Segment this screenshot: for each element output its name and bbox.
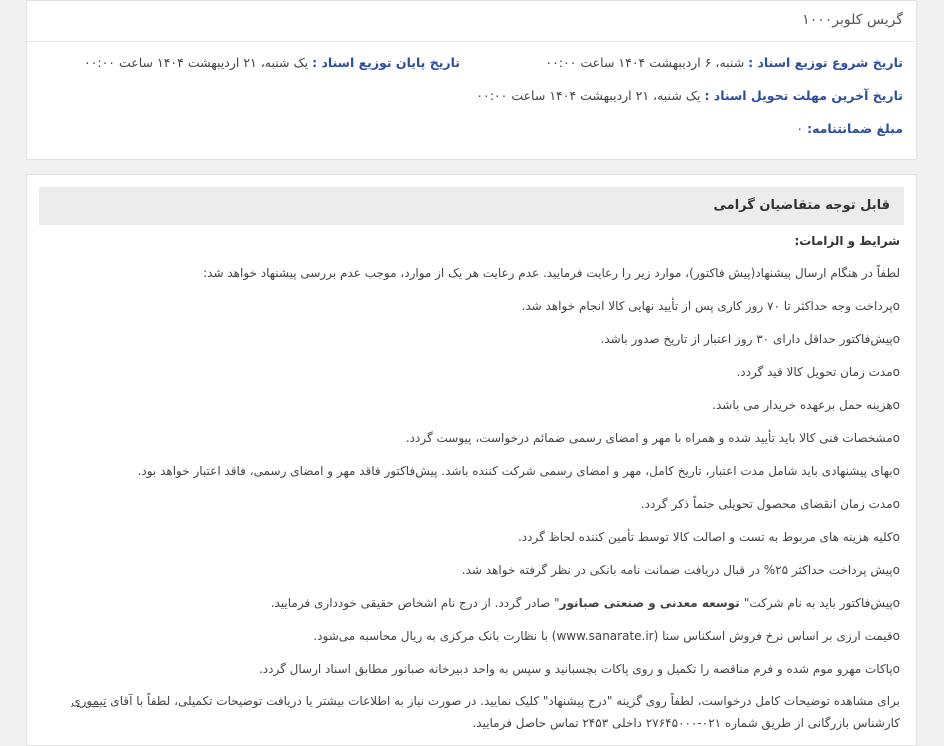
requirement-item: oهزینه حمل برعهده خریدار می باشد. (712, 398, 900, 412)
distribution-end-value: یک شنبه، ۲۱ اردیبهشت ۱۴۰۴ ساعت ۰۰:۰۰ (83, 55, 309, 70)
submission-deadline-label: تاریخ آخرین مهلت تحویل اسناد : (704, 88, 903, 103)
requirement-item: oپاکات مهرو موم شده و فرم مناقصه را تکمیل و روی پاکات بچسبانید و سپس به واحد دبیرخانه صبانور مطابق اسناد ارسال گردد. (258, 662, 900, 676)
bullet-icon: o (892, 662, 900, 676)
bullet-icon: o (892, 464, 900, 478)
company-name: توسعه معدنی و صنعتی صبانور (559, 596, 744, 610)
requirement-item: oبهای پیشنهادی باید شامل مدت اعتبار، تاریخ کامل، مهر و امضای رسمی شرکت کننده باشد. پیش‌فاکتور فاقد مهر و امضای رسمی، فاقد اعتبار خواهد بود. (137, 464, 900, 478)
requirement-item: oقیمت ارزی بر اساس نرخ فروش اسکناس سنا (www.sanarate.ir) با نظارت بانک مرکزی به ریال محاسبه می‌شود. (313, 629, 900, 643)
guarantee-value: ۰ (796, 121, 804, 136)
bullet-icon: o (892, 332, 900, 346)
guarantee-label: مبلغ ضمانتنامه: (807, 121, 903, 136)
bullet-icon: o (892, 431, 900, 445)
requirement-item: oپیش پرداخت حداکثر ۲۵% در قبال دریافت ضمانت نامه بانکی در نظر گرفته خواهد شد. (461, 563, 900, 577)
bullet-icon: o (892, 563, 900, 577)
distribution-start-label: تاریخ شروع توزیع اسناد : (748, 55, 903, 70)
requirement-item: oپیش‌فاکتور حداقل دارای ۳۰ روز اعتبار از تاریخ صدور باشد. (600, 332, 900, 346)
distribution-end-label: تاریخ پایان توزیع اسناد : (312, 55, 460, 70)
guarantee-row (796, 121, 903, 136)
requirement-item: oمدت زمان تحویل کالا قید گردد. (736, 365, 900, 379)
bullet-icon: o (892, 365, 900, 379)
notice-heading: قابل توجه متقاضیان گرامی (39, 187, 904, 225)
bullet-icon: o (892, 629, 900, 643)
bullet-icon: o (892, 530, 900, 544)
requirements-subheading: شرایط و الزامات: (794, 234, 900, 248)
tender-title: گریس کلوبر۱۰۰۰ (27, 1, 916, 42)
submission-deadline-value: یک شنبه، ۲۱ اردیبهشت ۱۴۰۴ ساعت ۰۰:۰۰ (476, 88, 701, 103)
distribution-start-row (545, 55, 903, 70)
bullet-icon: o (892, 497, 900, 511)
requirement-item: oپرداخت وجه حداکثر تا ۷۰ روز کاری پس از تأیید نهایی کالا انجام خواهد شد. (521, 299, 900, 313)
distribution-start-value: شنبه، ۶ اردیبهشت ۱۴۰۴ ساعت ۰۰:۰۰ (545, 55, 745, 70)
contact-name-link[interactable]: تیموری (71, 694, 107, 708)
contact-paragraph: برای مشاهده توضیحات کامل درخواست، لطفاً روی گزینه "درج پیشنهاد" کلیک نمایید. در صورت نیاز به اطلاعات بیشتر یا دریافت توضیحات تکمیلی، لطفاً با آقای تیموری کارشناس بازرگانی از طریق شماره ۰۲۱-۲۷۶۴۵۰۰۰ داخلی ۲۴۵۳ تماس حاصل فرمایید. (71, 694, 900, 730)
distribution-end-row (84, 55, 460, 70)
requirement-item: oمدت زمان انقضای محصول تحویلی حتماً ذکر گردد. (640, 497, 900, 511)
requirements-card (26, 174, 917, 746)
requirement-item: oکلیه هزینه های مربوط به تست و اصالت کالا توسط تأمین کننده لحاظ گردد. (517, 530, 900, 544)
tender-info-card (26, 0, 917, 160)
requirement-item-invoice: oپیش‌فاکتور باید به نام شرکت" توسعه معدنی و صنعتی صبانور" صادر گردد. از درج نام اشخاص حقیقی خودداری فرمایید. (270, 596, 900, 610)
requirement-item: oمشخصات فنی کالا باید تأیید شده و همراه با مهر و امضای رسمی ضمائم درخواست، پیوست گردد. (405, 431, 900, 445)
bullet-icon: o (892, 299, 900, 313)
requirements-intro: لطفاً در هنگام ارسال پیشنهاد(پیش فاکتور)، موارد زیر را رعایت فرمایید. عدم رعایت هر یک از موارد، موجب عدم بررسی پیشنهاد خواهد شد: (203, 266, 900, 280)
bullet-icon: o (892, 398, 900, 412)
bullet-icon: o (892, 596, 900, 610)
submission-deadline-row (476, 88, 903, 103)
